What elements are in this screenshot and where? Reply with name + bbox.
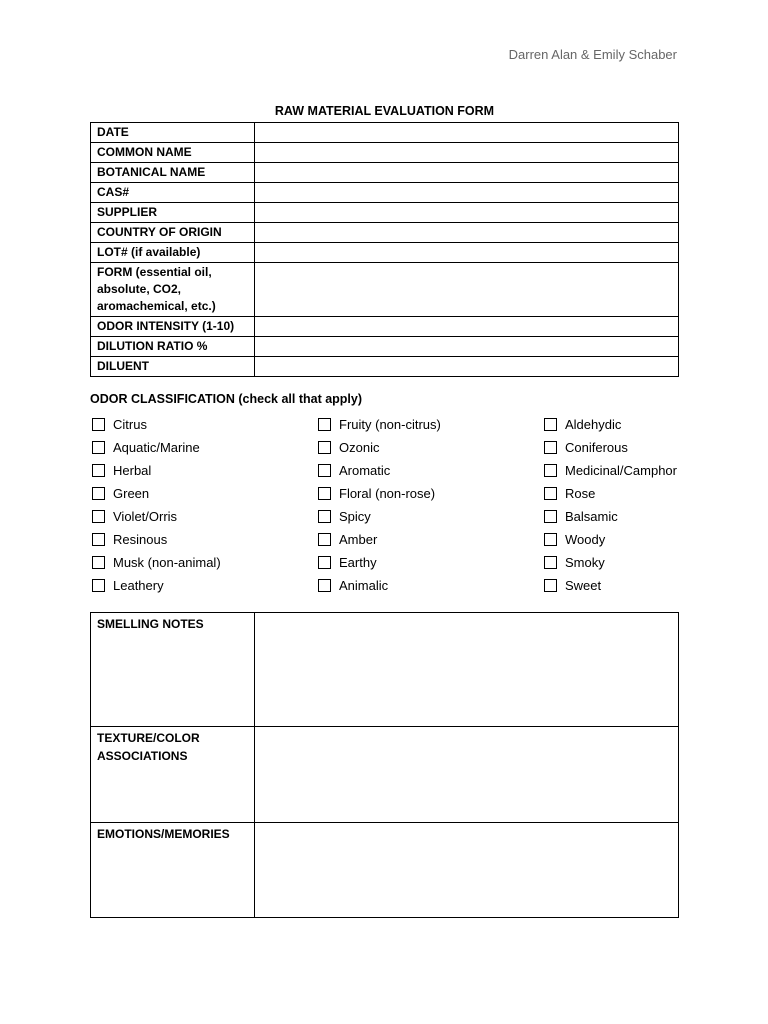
field-label-country-of-origin: COUNTRY OF ORIGIN (91, 223, 255, 243)
odor-option-label: Animalic (339, 578, 389, 593)
odor-option-fruity[interactable] (318, 413, 544, 436)
table-row (91, 317, 679, 337)
field-value-botanical-name[interactable] (255, 163, 679, 183)
odor-option-label: Herbal (113, 463, 152, 478)
field-value-odor-intensity[interactable] (255, 317, 679, 337)
odor-option-leathery[interactable] (92, 574, 318, 597)
checkbox-icon[interactable] (544, 487, 557, 500)
notes-value-texture-color[interactable] (255, 727, 679, 823)
table-row (91, 263, 679, 317)
odor-option-violet-orris[interactable] (92, 505, 318, 528)
table-row (91, 203, 679, 223)
checkbox-icon[interactable] (92, 579, 105, 592)
notes-label-texture-color: TEXTURE/COLOR ASSOCIATIONS (91, 727, 255, 823)
field-label-botanical-name: BOTANICAL NAME (91, 163, 255, 183)
odor-option-label: Ozonic (339, 440, 380, 455)
field-value-cas[interactable] (255, 183, 679, 203)
odor-option-label: Fruity (non-citrus) (339, 417, 441, 432)
odor-option-animalic[interactable] (318, 574, 544, 597)
odor-option-label: Rose (565, 486, 596, 501)
field-label-diluent: DILUENT (91, 357, 255, 377)
odor-option-green[interactable] (92, 482, 318, 505)
form-title: RAW MATERIAL EVALUATION FORM (274, 104, 495, 118)
odor-option-amber[interactable] (318, 528, 544, 551)
odor-option-label: Woody (565, 532, 606, 547)
notes-table (90, 612, 679, 918)
odor-option-woody[interactable] (544, 528, 692, 551)
field-value-form[interactable] (255, 263, 679, 317)
field-label-date: DATE (91, 123, 255, 143)
odor-option-label: Balsamic (565, 509, 618, 524)
checkbox-icon[interactable] (544, 464, 557, 477)
odor-option-label: Sweet (565, 578, 602, 593)
checkbox-icon[interactable] (92, 441, 105, 454)
field-label-dilution-ratio: DILUTION RATIO % (91, 337, 255, 357)
odor-option-aromatic[interactable] (318, 459, 544, 482)
table-row (91, 223, 679, 243)
odor-option-label: Resinous (113, 532, 168, 547)
table-row (91, 337, 679, 357)
odor-option-label: Violet/Orris (113, 509, 178, 524)
odor-option-aldehydic[interactable] (544, 413, 692, 436)
odor-option-earthy[interactable] (318, 551, 544, 574)
checkbox-icon[interactable] (544, 441, 557, 454)
checkbox-icon[interactable] (318, 464, 331, 477)
field-value-country-of-origin[interactable] (255, 223, 679, 243)
checkbox-icon[interactable] (318, 510, 331, 523)
checkbox-icon[interactable] (544, 418, 557, 431)
table-row (91, 357, 679, 377)
field-label-form: FORM (essential oil, absolute, CO2, aromachemical, etc.) (91, 263, 255, 317)
material-info-table (90, 122, 679, 377)
checkbox-icon[interactable] (92, 464, 105, 477)
odor-option-balsamic[interactable] (544, 505, 692, 528)
odor-option-label: Medicinal/Camphor (565, 463, 677, 478)
checkbox-icon[interactable] (92, 533, 105, 546)
odor-option-ozonic[interactable] (318, 436, 544, 459)
checkbox-icon[interactable] (92, 418, 105, 431)
odor-classification-heading: ODOR CLASSIFICATION (check all that apply) (90, 392, 363, 406)
odor-option-label: Green (113, 486, 150, 501)
checkbox-icon[interactable] (318, 418, 331, 431)
odor-option-coniferous[interactable] (544, 436, 692, 459)
odor-option-label: Aromatic (339, 463, 391, 478)
odor-option-sweet[interactable] (544, 574, 692, 597)
odor-option-musk[interactable] (92, 551, 318, 574)
field-value-diluent[interactable] (255, 357, 679, 377)
field-label-common-name: COMMON NAME (91, 143, 255, 163)
table-row (91, 183, 679, 203)
table-row (91, 823, 679, 918)
table-row (91, 143, 679, 163)
table-row (91, 613, 679, 727)
field-label-cas: CAS# (91, 183, 255, 203)
checkbox-icon[interactable] (318, 441, 331, 454)
field-value-supplier[interactable] (255, 203, 679, 223)
odor-classification-grid (92, 413, 692, 597)
odor-option-label: Spicy (339, 509, 371, 524)
field-label-lot: LOT# (if available) (91, 243, 255, 263)
odor-option-smoky[interactable] (544, 551, 692, 574)
field-value-date[interactable] (255, 123, 679, 143)
checkbox-icon[interactable] (92, 510, 105, 523)
table-row (91, 123, 679, 143)
odor-option-label: Aquatic/Marine (113, 440, 200, 455)
notes-value-smelling-notes[interactable] (255, 613, 679, 727)
field-value-dilution-ratio[interactable] (255, 337, 679, 357)
odor-option-aquatic-marine[interactable] (92, 436, 318, 459)
odor-option-resinous[interactable] (92, 528, 318, 551)
checkbox-icon[interactable] (544, 510, 557, 523)
odor-option-label: Leathery (113, 578, 164, 593)
notes-label-emotions-memories: EMOTIONS/MEMORIES (91, 823, 255, 918)
header-credit: Darren Alan & Emily Schaber (508, 47, 677, 62)
odor-option-medicinal-camphor[interactable] (544, 459, 692, 482)
checkbox-icon[interactable] (544, 533, 557, 546)
checkbox-icon[interactable] (318, 556, 331, 569)
checkbox-icon[interactable] (92, 487, 105, 500)
odor-option-label: Smoky (565, 555, 605, 570)
odor-option-spicy[interactable] (318, 505, 544, 528)
odor-option-label: Aldehydic (565, 417, 622, 432)
checkbox-icon[interactable] (318, 533, 331, 546)
checkbox-icon[interactable] (318, 487, 331, 500)
odor-option-label: Earthy (339, 555, 377, 570)
odor-option-label: Amber (339, 532, 378, 547)
checkbox-icon[interactable] (544, 579, 557, 592)
odor-option-label: Citrus (113, 417, 147, 432)
field-label-odor-intensity: ODOR INTENSITY (1-10) (91, 317, 255, 337)
odor-option-citrus[interactable] (92, 413, 318, 436)
odor-option-label: Coniferous (565, 440, 628, 455)
table-row (91, 727, 679, 823)
notes-value-emotions-memories[interactable] (255, 823, 679, 918)
odor-option-herbal[interactable] (92, 459, 318, 482)
checkbox-icon[interactable] (92, 556, 105, 569)
notes-label-smelling-notes: SMELLING NOTES (91, 613, 255, 727)
checkbox-icon[interactable] (318, 579, 331, 592)
odor-option-label: Floral (non-rose) (339, 486, 436, 501)
odor-option-floral[interactable] (318, 482, 544, 505)
odor-option-label: Musk (non-animal) (113, 555, 221, 570)
table-row (91, 163, 679, 183)
odor-option-rose[interactable] (544, 482, 692, 505)
table-row (91, 243, 679, 263)
field-label-supplier: SUPPLIER (91, 203, 255, 223)
field-value-common-name[interactable] (255, 143, 679, 163)
checkbox-icon[interactable] (544, 556, 557, 569)
field-value-lot[interactable] (255, 243, 679, 263)
